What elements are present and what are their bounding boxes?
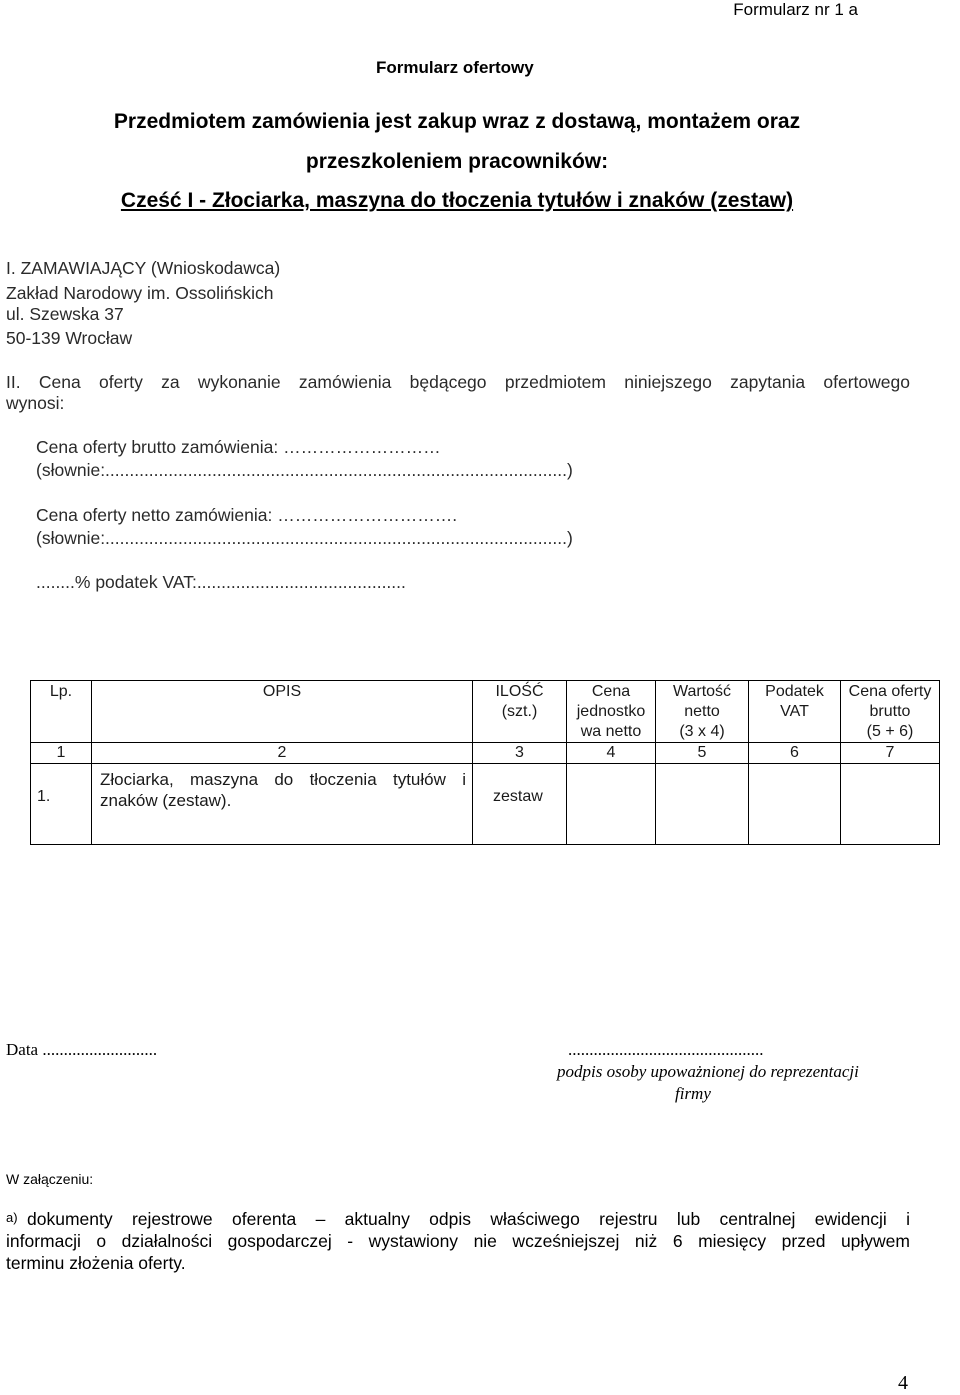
column-header-unit-price: Cena jednostko wa netto <box>567 681 656 743</box>
row-description-line-1: Złociarka, maszyna do tłoczenia tytułów i <box>100 770 466 789</box>
attachment-letter: a) <box>6 1210 18 1225</box>
price-heading-line-1: II. Cena oferty za wykonanie zamówienia będącego przedmiotem niniejszego zapytania ofertowego <box>6 372 910 392</box>
row-net-value <box>656 764 749 845</box>
row-lp: 1. <box>31 764 92 845</box>
table-number-row <box>31 743 940 764</box>
column-number: 2 <box>92 743 473 764</box>
attachment-line-3: terminu złożenia oferty. <box>6 1253 186 1273</box>
attachments-heading: W załączeniu: <box>6 1171 94 1187</box>
page-number: 4 <box>898 1372 908 1394</box>
orderer-city: 50-139 Wrocław <box>6 328 133 348</box>
signature-caption-1: podpis osoby upoważnionej do reprezentacji <box>557 1062 859 1081</box>
column-header-opis: OPIS <box>92 681 473 743</box>
attachment-line-2: informacji o działalności gospodarczej - wystawiony nie wcześniejszej niż 6 miesięcy przed upływem <box>6 1231 910 1251</box>
signature-caption-2: firmy <box>675 1084 711 1103</box>
table-header-row <box>31 681 940 743</box>
row-description <box>92 764 473 845</box>
form-number: Formularz nr 1 a <box>733 0 858 19</box>
gross-price-words: (słownie:...............................................................................................) <box>36 460 573 480</box>
column-number: 4 <box>567 743 656 764</box>
row-quantity: zestaw <box>473 764 567 845</box>
attachment-line-1: dokumenty rejestrowe oferenta – aktualny odpis właściwego rejestru lub centralnej ewidencji i <box>27 1209 910 1229</box>
column-number: 6 <box>749 743 841 764</box>
column-header-net-value: Wartość netto (3 x 4) <box>656 681 749 743</box>
price-heading-line-2: wynosi: <box>6 393 65 413</box>
column-number: 5 <box>656 743 749 764</box>
signature-date: Data ........................... <box>6 1040 158 1059</box>
subject-line-1: Przedmiotem zamówienia jest zakup wraz z dostawą, montażem oraz <box>113 110 801 133</box>
row-unit-price <box>567 764 656 845</box>
column-number: 7 <box>841 743 940 764</box>
table-row <box>31 764 940 845</box>
orderer-name: Zakład Narodowy im. Ossolińskich <box>6 283 274 303</box>
offer-table <box>30 680 940 845</box>
orderer-street: ul. Szewska 37 <box>6 304 124 324</box>
column-header-ilosc: ILOŚĆ (szt.) <box>473 681 567 743</box>
subject-line-2: przeszkoleniem pracowników: <box>305 150 609 173</box>
vat-rate-field: ........% podatek VAT:........................................... <box>36 572 406 592</box>
column-number: 1 <box>31 743 92 764</box>
gross-price-field: Cena oferty brutto zamówienia: ……………………… <box>36 437 441 457</box>
orderer-heading: I. ZAMAWIAJĄCY (Wnioskodawca) <box>6 258 281 278</box>
form-title: Formularz ofertowy <box>376 58 534 77</box>
signature-line: .............................................. <box>568 1040 764 1059</box>
net-price-field: Cena oferty netto zamówienia: …………………………. <box>36 505 458 525</box>
column-header-gross: Cena oferty brutto (5 + 6) <box>841 681 940 743</box>
row-gross-price <box>841 764 940 845</box>
row-description-line-2: znaków (zestaw). <box>100 791 232 810</box>
net-price-words: (słownie:...............................................................................................) <box>36 528 573 548</box>
row-vat <box>749 764 841 845</box>
column-number: 3 <box>473 743 567 764</box>
subject-line-3: Cześć I - Złociarka, maszyna do tłoczenia tytułów i znaków (zestaw) <box>120 189 794 212</box>
column-header-vat: Podatek VAT <box>749 681 841 743</box>
column-header-lp: Lp. <box>31 681 92 743</box>
